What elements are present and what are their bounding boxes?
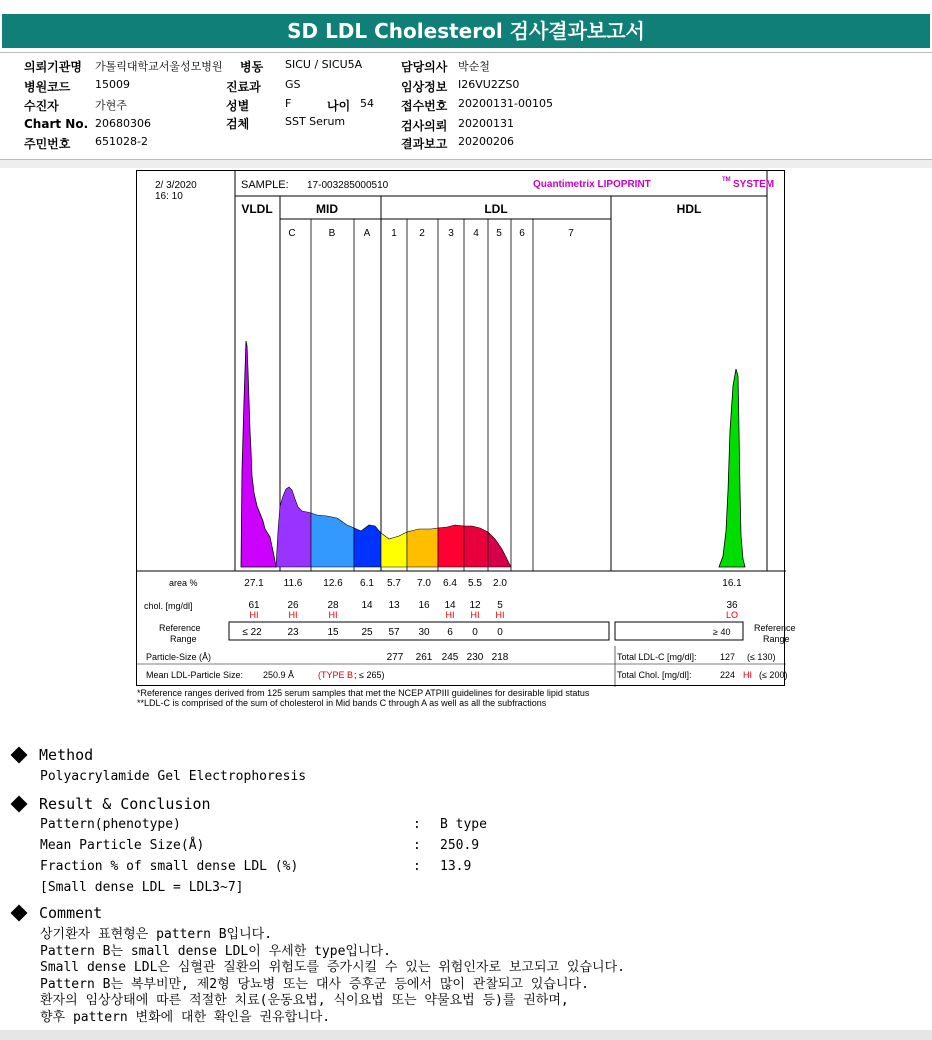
comment-heading	[13, 904, 102, 922]
section-hdl: HDL	[676, 202, 702, 216]
age-label: 나이	[327, 99, 351, 113]
age-value: 54	[360, 97, 374, 110]
band-label-A: A	[363, 228, 371, 239]
chol-hdl-flag: LO	[725, 610, 739, 620]
brand-name: Quantimetrix LIPOPRINT	[533, 179, 651, 190]
area-value: 7.0	[417, 578, 431, 589]
chol-hdl-value: 36	[726, 600, 738, 611]
total-chol-ref: (≤ 200)	[759, 670, 788, 680]
comment-line: Small dense LDL은 심혈관 질환의 위험도를 증가시킬 수 있는 위험인자로 보고되고 있습니다.	[40, 960, 625, 975]
patient-value: 가현주	[95, 99, 127, 112]
chol-label: chol. [mg/dl]	[144, 601, 193, 611]
ward-label: 병동	[240, 60, 264, 74]
band-labels	[288, 228, 574, 239]
method-heading-text: Method	[39, 746, 94, 764]
total-chol-flag: HI	[743, 670, 752, 680]
patient-label: 수진자	[24, 99, 59, 113]
brand-system: SYSTEM	[733, 179, 775, 190]
separator	[0, 160, 932, 168]
ldl4-peak	[464, 526, 488, 567]
result-row-label: Mean Particle Size(Å)	[40, 838, 205, 853]
comment-line: Pattern B는 복부비만, 제2형 당뇨병 또는 대사 증후군 등에서 많이 관찰되고 있습니다.	[40, 976, 589, 992]
footnote-1: *Reference ranges derived from 125 serum samples that met the NCEP ATPIII guidelines for desirable lipid status	[137, 688, 590, 698]
chol-value: 14	[444, 600, 456, 611]
particle-size-value: 261	[415, 652, 433, 663]
chol-value: 26	[287, 600, 299, 611]
particle-label: Particle-Size (Å)	[146, 652, 212, 662]
section-mid: MID	[316, 202, 338, 216]
result-date-value: 20200206	[458, 135, 514, 148]
mean-label: Mean LDL-Particle Size:	[146, 670, 244, 680]
chart-label: Chart No.	[24, 117, 89, 131]
ref-value: 15	[327, 627, 339, 638]
area-value: 11.6	[283, 578, 303, 589]
band-label-5: 5	[496, 228, 502, 239]
clinical-label: 임상정보	[401, 80, 448, 94]
ref-value: ≤ 22	[242, 627, 262, 638]
sample-id: 17-003285000510	[307, 180, 389, 191]
institution-label: 의뢰기관명	[24, 60, 82, 74]
mid-b-peak	[311, 513, 354, 567]
result-row-label: Fraction % of small dense LDL (%)	[40, 859, 299, 874]
area-value: 6.1	[360, 578, 374, 589]
specimen-value: SST Serum	[285, 115, 346, 128]
area-value: 12.6	[323, 578, 343, 589]
chart-value: 20680306	[95, 117, 151, 130]
ldl3-peak	[438, 525, 464, 567]
request-label: 검사의뢰	[401, 119, 448, 133]
total-ldlc-label: Total LDL-C [mg/dl]:	[617, 652, 697, 662]
chol-value: 13	[388, 600, 400, 611]
ref-right-1: Reference	[754, 623, 796, 633]
chol-value: 14	[361, 600, 373, 611]
particle-size-value: 277	[386, 652, 404, 663]
ldl2-peak	[407, 528, 438, 567]
area-value: 27.1	[244, 578, 264, 589]
ref-label-2: Range	[170, 634, 197, 644]
results-table	[137, 578, 796, 687]
chol-value: 28	[327, 600, 339, 611]
comment-heading-text: Comment	[39, 904, 103, 922]
result-note: [Small dense LDL = LDL3~7]	[40, 880, 244, 895]
total-chol-label: Total Chol. [mg/dl]:	[617, 670, 692, 680]
hospital-code-label: 병원코드	[24, 80, 71, 94]
band-label-1: 1	[391, 228, 397, 239]
result-heading-text: Result & Conclusion	[39, 795, 211, 813]
ref-value: 30	[418, 627, 430, 638]
doctor-label: 담당의사	[401, 60, 448, 74]
chol-value: 61	[248, 600, 260, 611]
dept-label: 진료과	[226, 80, 261, 94]
ref-value: 57	[388, 627, 400, 638]
section-ldl: LDL	[484, 202, 508, 216]
institution-value: 가톨릭대학교서울성모병원	[95, 60, 223, 73]
mean-value: 250.9 Å	[263, 670, 295, 680]
ref-value: 25	[361, 627, 373, 638]
result-heading	[13, 795, 211, 813]
ldl5-peak	[488, 532, 511, 567]
diamond-bullet-icon	[11, 905, 28, 922]
chol-flag: HI	[328, 610, 338, 620]
report-time: 16: 10	[155, 191, 183, 202]
ref-value: 23	[287, 627, 299, 638]
chol-flag: HI	[495, 610, 505, 620]
area-value: 6.4	[443, 578, 457, 589]
request-value: 20200131	[458, 117, 514, 130]
doctor-value: 박순철	[458, 60, 490, 73]
area-hdl-value: 16.1	[722, 578, 742, 589]
result-row-separator: :	[413, 817, 421, 832]
comment-line: 향후 pattern 변화에 대한 확인을 권유합니다.	[40, 1009, 331, 1025]
band-label-4: 4	[473, 228, 479, 239]
particle-size-value: 218	[491, 652, 509, 663]
rrn-label: 주민번호	[24, 137, 71, 151]
ref-value: 0	[497, 627, 503, 638]
ref-value: 6	[447, 627, 453, 638]
band-label-C: C	[288, 228, 296, 239]
diamond-bullet-icon	[11, 747, 28, 764]
rrn-value: 651028-2	[95, 135, 148, 148]
ward-value: SICU / SICU5A	[285, 58, 363, 71]
mean-type: (TYPE B	[318, 670, 354, 680]
result-row-value: 13.9	[440, 859, 472, 874]
area-label: area %	[169, 578, 198, 588]
result-row-separator: :	[413, 859, 421, 874]
report-title: SD LDL Cholesterol 검사결과보고서	[2, 14, 930, 48]
band-label-3: 3	[448, 228, 454, 239]
band-label-2: 2	[419, 228, 425, 239]
ref-label-1: Reference	[159, 623, 201, 633]
specimen-label: 검체	[226, 117, 250, 131]
receipt-label: 접수번호	[401, 99, 448, 113]
result-row-value: 250.9	[440, 838, 480, 853]
mid-a-peak	[354, 525, 381, 567]
ldl1-peak	[381, 532, 407, 567]
result-date-label: 결과보고	[401, 137, 448, 151]
chol-flag: HI	[249, 610, 259, 620]
hdl-ref-value: ≥ 40	[713, 627, 731, 637]
area-value: 5.5	[468, 578, 482, 589]
report-date: 2/ 3/2020	[155, 180, 197, 191]
total-ldlc-value: 127	[720, 652, 736, 662]
dept-value: GS	[285, 78, 301, 91]
band-label-7: 7	[568, 228, 574, 239]
hospital-code-value: 15009	[95, 78, 130, 91]
ref-right-2: Range	[763, 634, 790, 644]
chol-flag: HI	[445, 610, 455, 620]
patient-info-panel	[0, 52, 932, 160]
result-row-value: B type	[440, 817, 487, 832]
section-vldl: VLDL	[241, 202, 273, 216]
method-heading	[13, 746, 93, 764]
particle-size-value: 230	[466, 652, 484, 663]
sample-label: SAMPLE:	[241, 179, 289, 191]
footnote-2: **LDL-C is comprised of the sum of cholesterol in Mid bands C through A as well as all the subfractions	[137, 698, 547, 708]
sex-value: F	[285, 97, 292, 110]
mid-c-peak	[276, 487, 311, 567]
ref-value: 0	[472, 627, 478, 638]
mean-ref: ; ≤ 265)	[354, 670, 385, 680]
band-label-B: B	[328, 228, 336, 239]
lipoprint-figure	[137, 171, 796, 687]
electrophoresis-peaks	[241, 341, 745, 567]
area-value: 5.7	[387, 578, 401, 589]
total-chol-value: 224	[720, 670, 736, 680]
comment-line: Pattern B는 small dense LDL이 우세한 type입니다.	[40, 943, 391, 959]
band-label-6: 6	[519, 228, 525, 239]
chol-flag: HI	[288, 610, 298, 620]
result-row-separator: :	[413, 838, 421, 853]
bottom-bar	[0, 1030, 932, 1040]
total-ldlc-ref: (≤ 130)	[747, 652, 776, 662]
chol-value: 5	[497, 600, 503, 611]
vldl-peak	[241, 341, 276, 567]
receipt-value: 20200131-00105	[458, 97, 553, 110]
comment-line: 환자의 임상상태에 따른 적절한 치료(운동요법, 식이요법 또는 약물요법 등)를 권하며,	[40, 993, 569, 1008]
comment-line: 상기환자 표현형은 pattern B입니다.	[40, 927, 273, 942]
result-row-label: Pattern(phenotype)	[40, 817, 181, 832]
diamond-bullet-icon	[11, 796, 28, 813]
clinical-value: I26VU2ZS0	[458, 78, 520, 91]
chol-value: 12	[469, 600, 481, 611]
brand-tm: TM	[722, 177, 731, 183]
hdl-peak	[719, 369, 745, 567]
chol-value: 16	[418, 600, 430, 611]
particle-size-value: 245	[441, 652, 459, 663]
chol-flag: HI	[470, 610, 480, 620]
method-text: Polyacrylamide Gel Electrophoresis	[40, 769, 307, 784]
lipoprint-report	[136, 170, 796, 686]
sex-label: 성별	[226, 99, 250, 113]
area-value: 2.0	[493, 578, 507, 589]
